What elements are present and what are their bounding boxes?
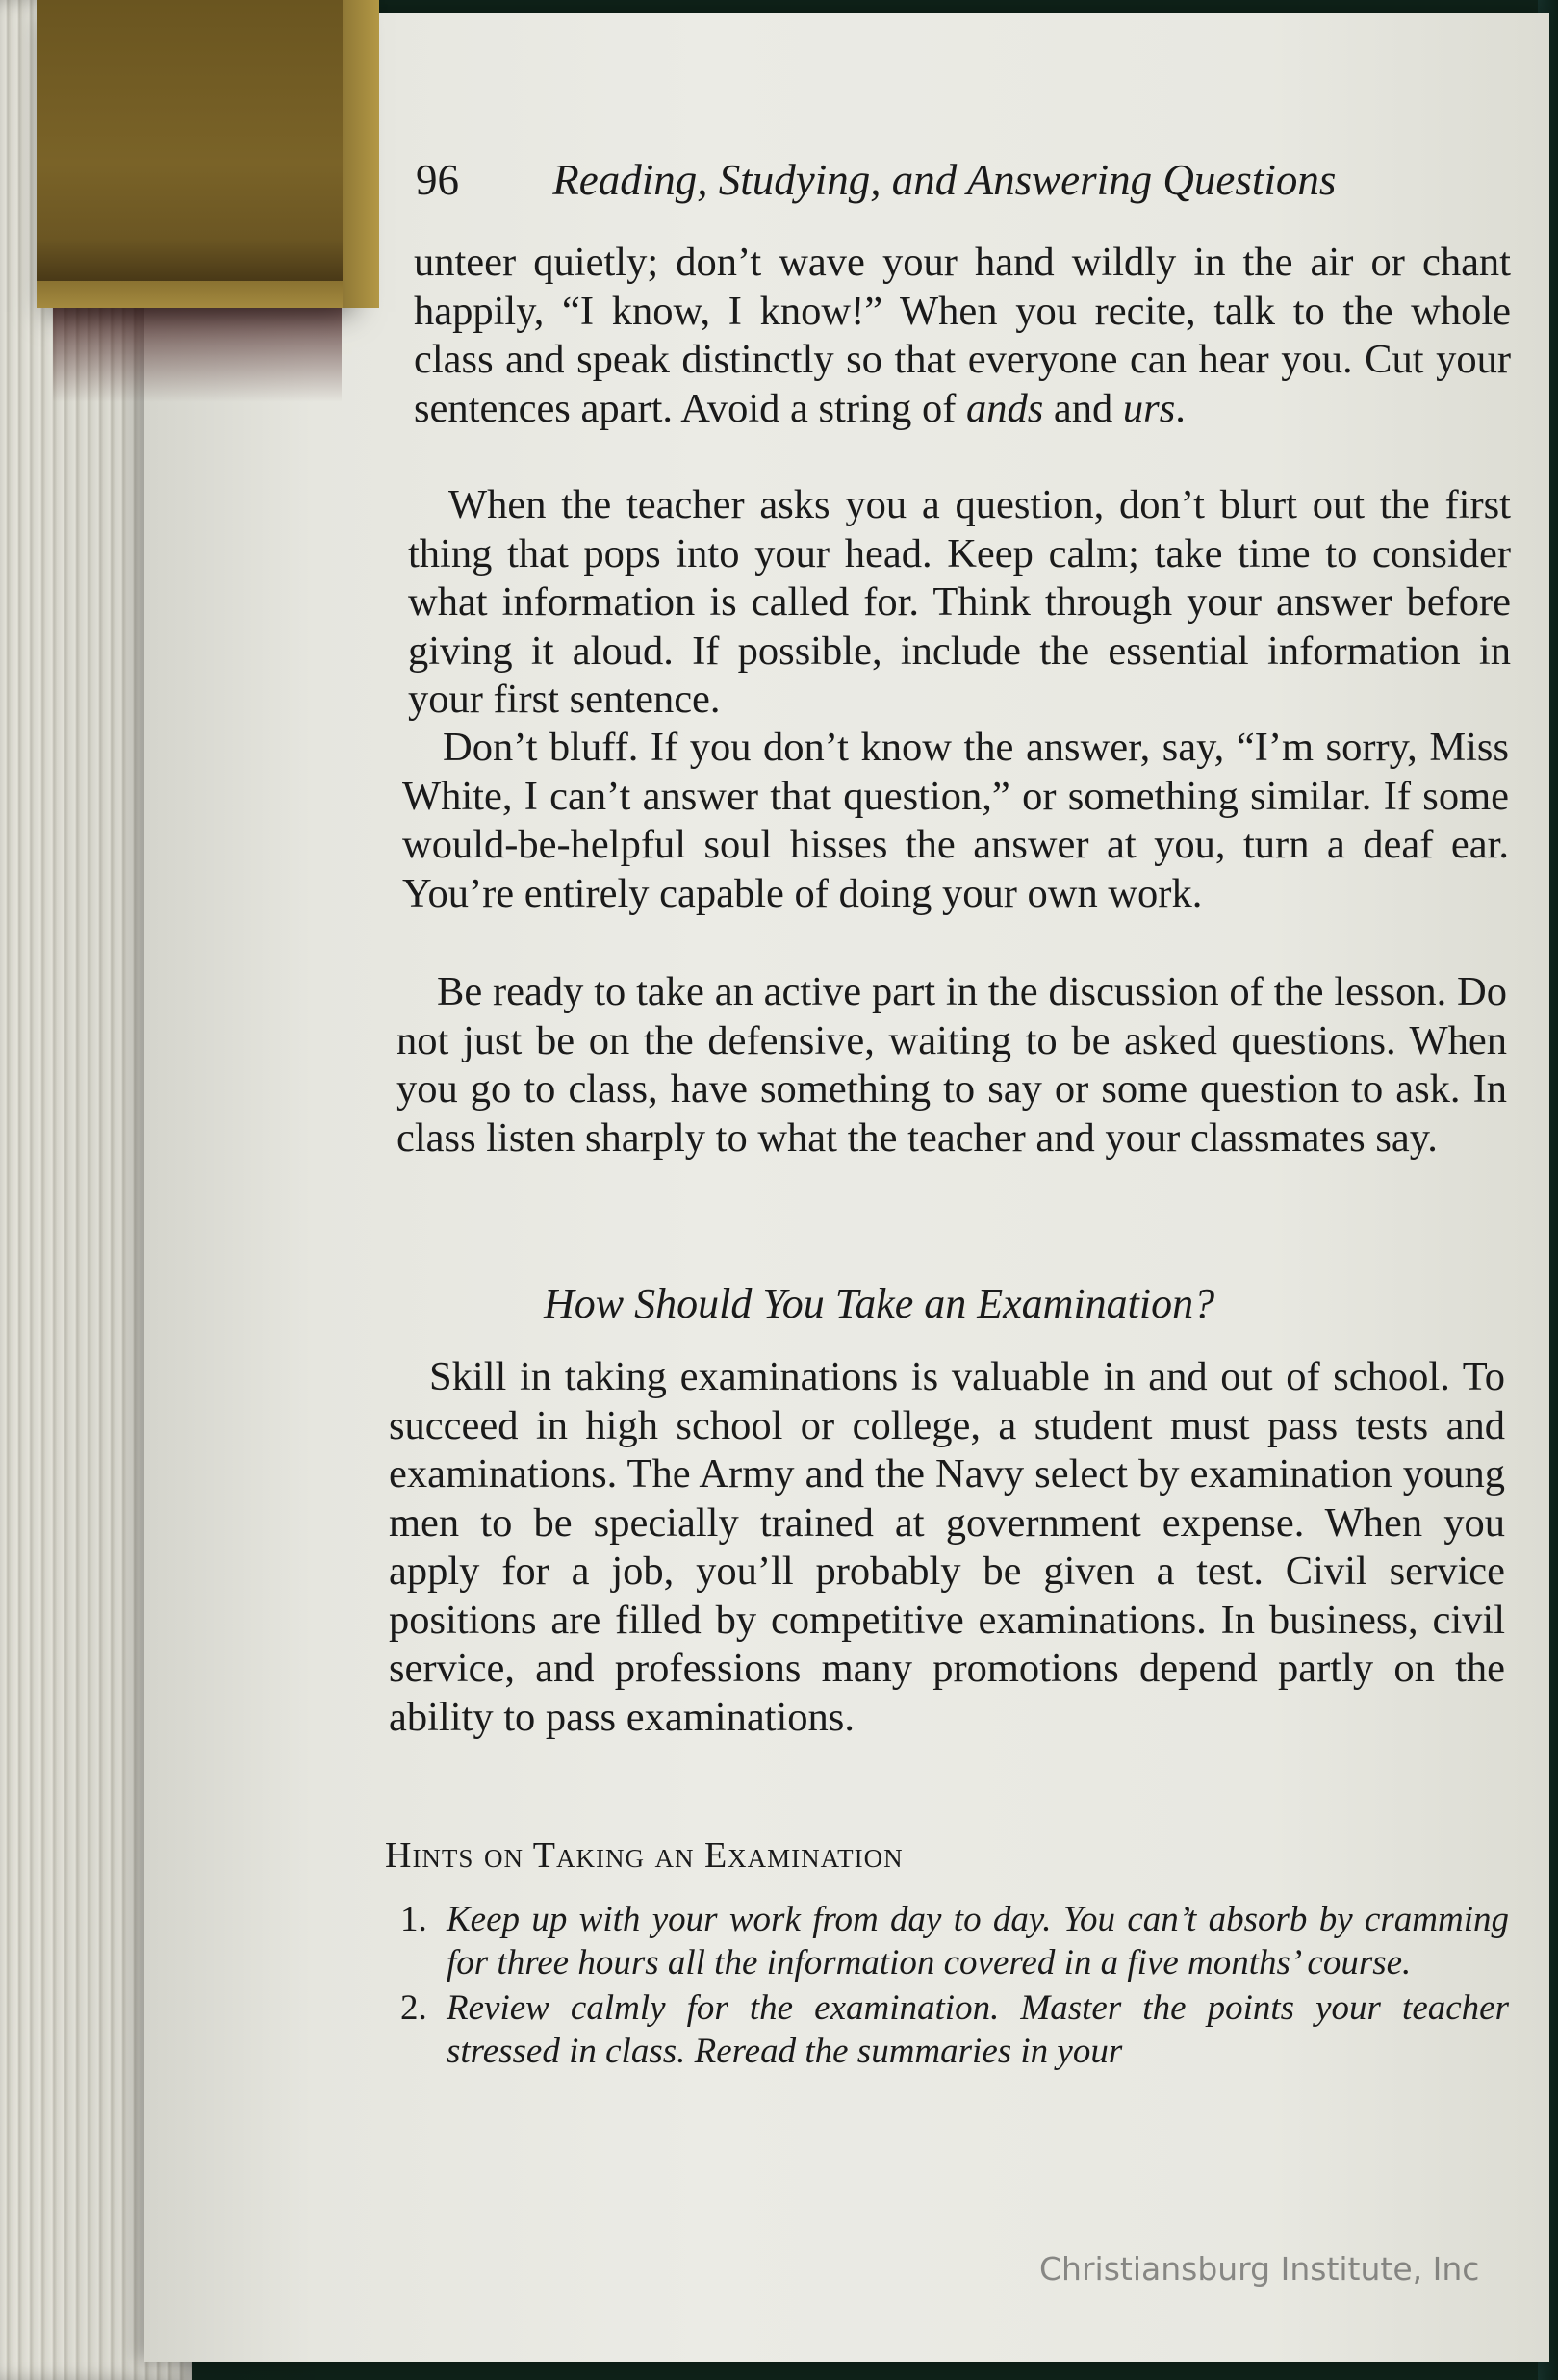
list-item xyxy=(385,1986,1509,2073)
paragraph-text: . xyxy=(1175,385,1186,431)
italic-word: urs xyxy=(1122,385,1176,431)
bookmark-tab xyxy=(37,0,343,298)
running-head xyxy=(416,156,1378,204)
italic-word: ands xyxy=(965,385,1044,431)
list-item-text: Review calmly for the examination. Master the points your teacher stressed in class. Reread the summaries in your xyxy=(447,1988,1509,2071)
bookmark-side xyxy=(343,0,379,308)
paragraph-recite xyxy=(414,239,1511,433)
list-item-text: Keep up with your work from day to day. You can’t absorb by cramming for three hours all the information covered in a five months’ course. xyxy=(447,1900,1509,1983)
paragraph-dont-bluff: Don’t bluff. If you don’t know the answer, say, “I’m sorry, Miss White, I can’t answer that question,” or something similar. If some would-be-helpful soul hisses the answer at you, turn a deaf ear. You’re entirely capable of doing your own work. xyxy=(402,725,1509,916)
paragraph-examinations: Skill in taking examinations is valuable in and out of school. To succeed in high school or college, a student must pass tests and examinations. The Army and the Navy select by examination young men to be specially trained at government expense. When you apply for a job, you’ll probably be given a test. Civil service positions are filled by competitive examinations. In business, civil service, and professions many promotions depend partly on the ability to pass examinations. xyxy=(389,1354,1505,1740)
paragraph-text: and xyxy=(1043,385,1123,431)
hints-list xyxy=(385,1898,1509,2075)
running-title: Reading, Studying, and Answering Questions xyxy=(552,156,1337,204)
paragraph-text: unteer quietly; don’t wave your hand wildly in the air or chant happily, “I know, I know!” When you recite, talk to the whole class and speak distinctly so that everyone can hear you. Cut your sentences apart. Avoid a string of xyxy=(414,240,1511,431)
watermark-text: Christiansburg Institute, Inc xyxy=(1039,2250,1480,2288)
section-heading: How Should You Take an Examination? xyxy=(544,1280,1215,1327)
paragraph-keep-calm: When the teacher asks you a question, don’t blurt out the first thing that pops into your head. Keep calm; take time to consider what information is called for. Think through your answer before giving it aloud. If possible, include the essential information in your first sentence. xyxy=(408,482,1511,722)
list-item xyxy=(385,1898,1509,1984)
list-item-number: 1. xyxy=(400,1900,427,1939)
page-number: 96 xyxy=(416,156,459,204)
bookmark-edge xyxy=(37,281,343,308)
list-item-number: 2. xyxy=(400,1988,427,2028)
paragraph-active-part: Be ready to take an active part in the discussion of the lesson. Do not just be on the defensive, waiting to be asked questions. When you go to class, have something to say or some question to ask. In class listen sharply to what the teacher and your classmates say. xyxy=(396,969,1507,1161)
bookmark-shadow xyxy=(53,306,342,402)
hints-heading: Hints on Taking an Examination xyxy=(385,1835,904,1876)
